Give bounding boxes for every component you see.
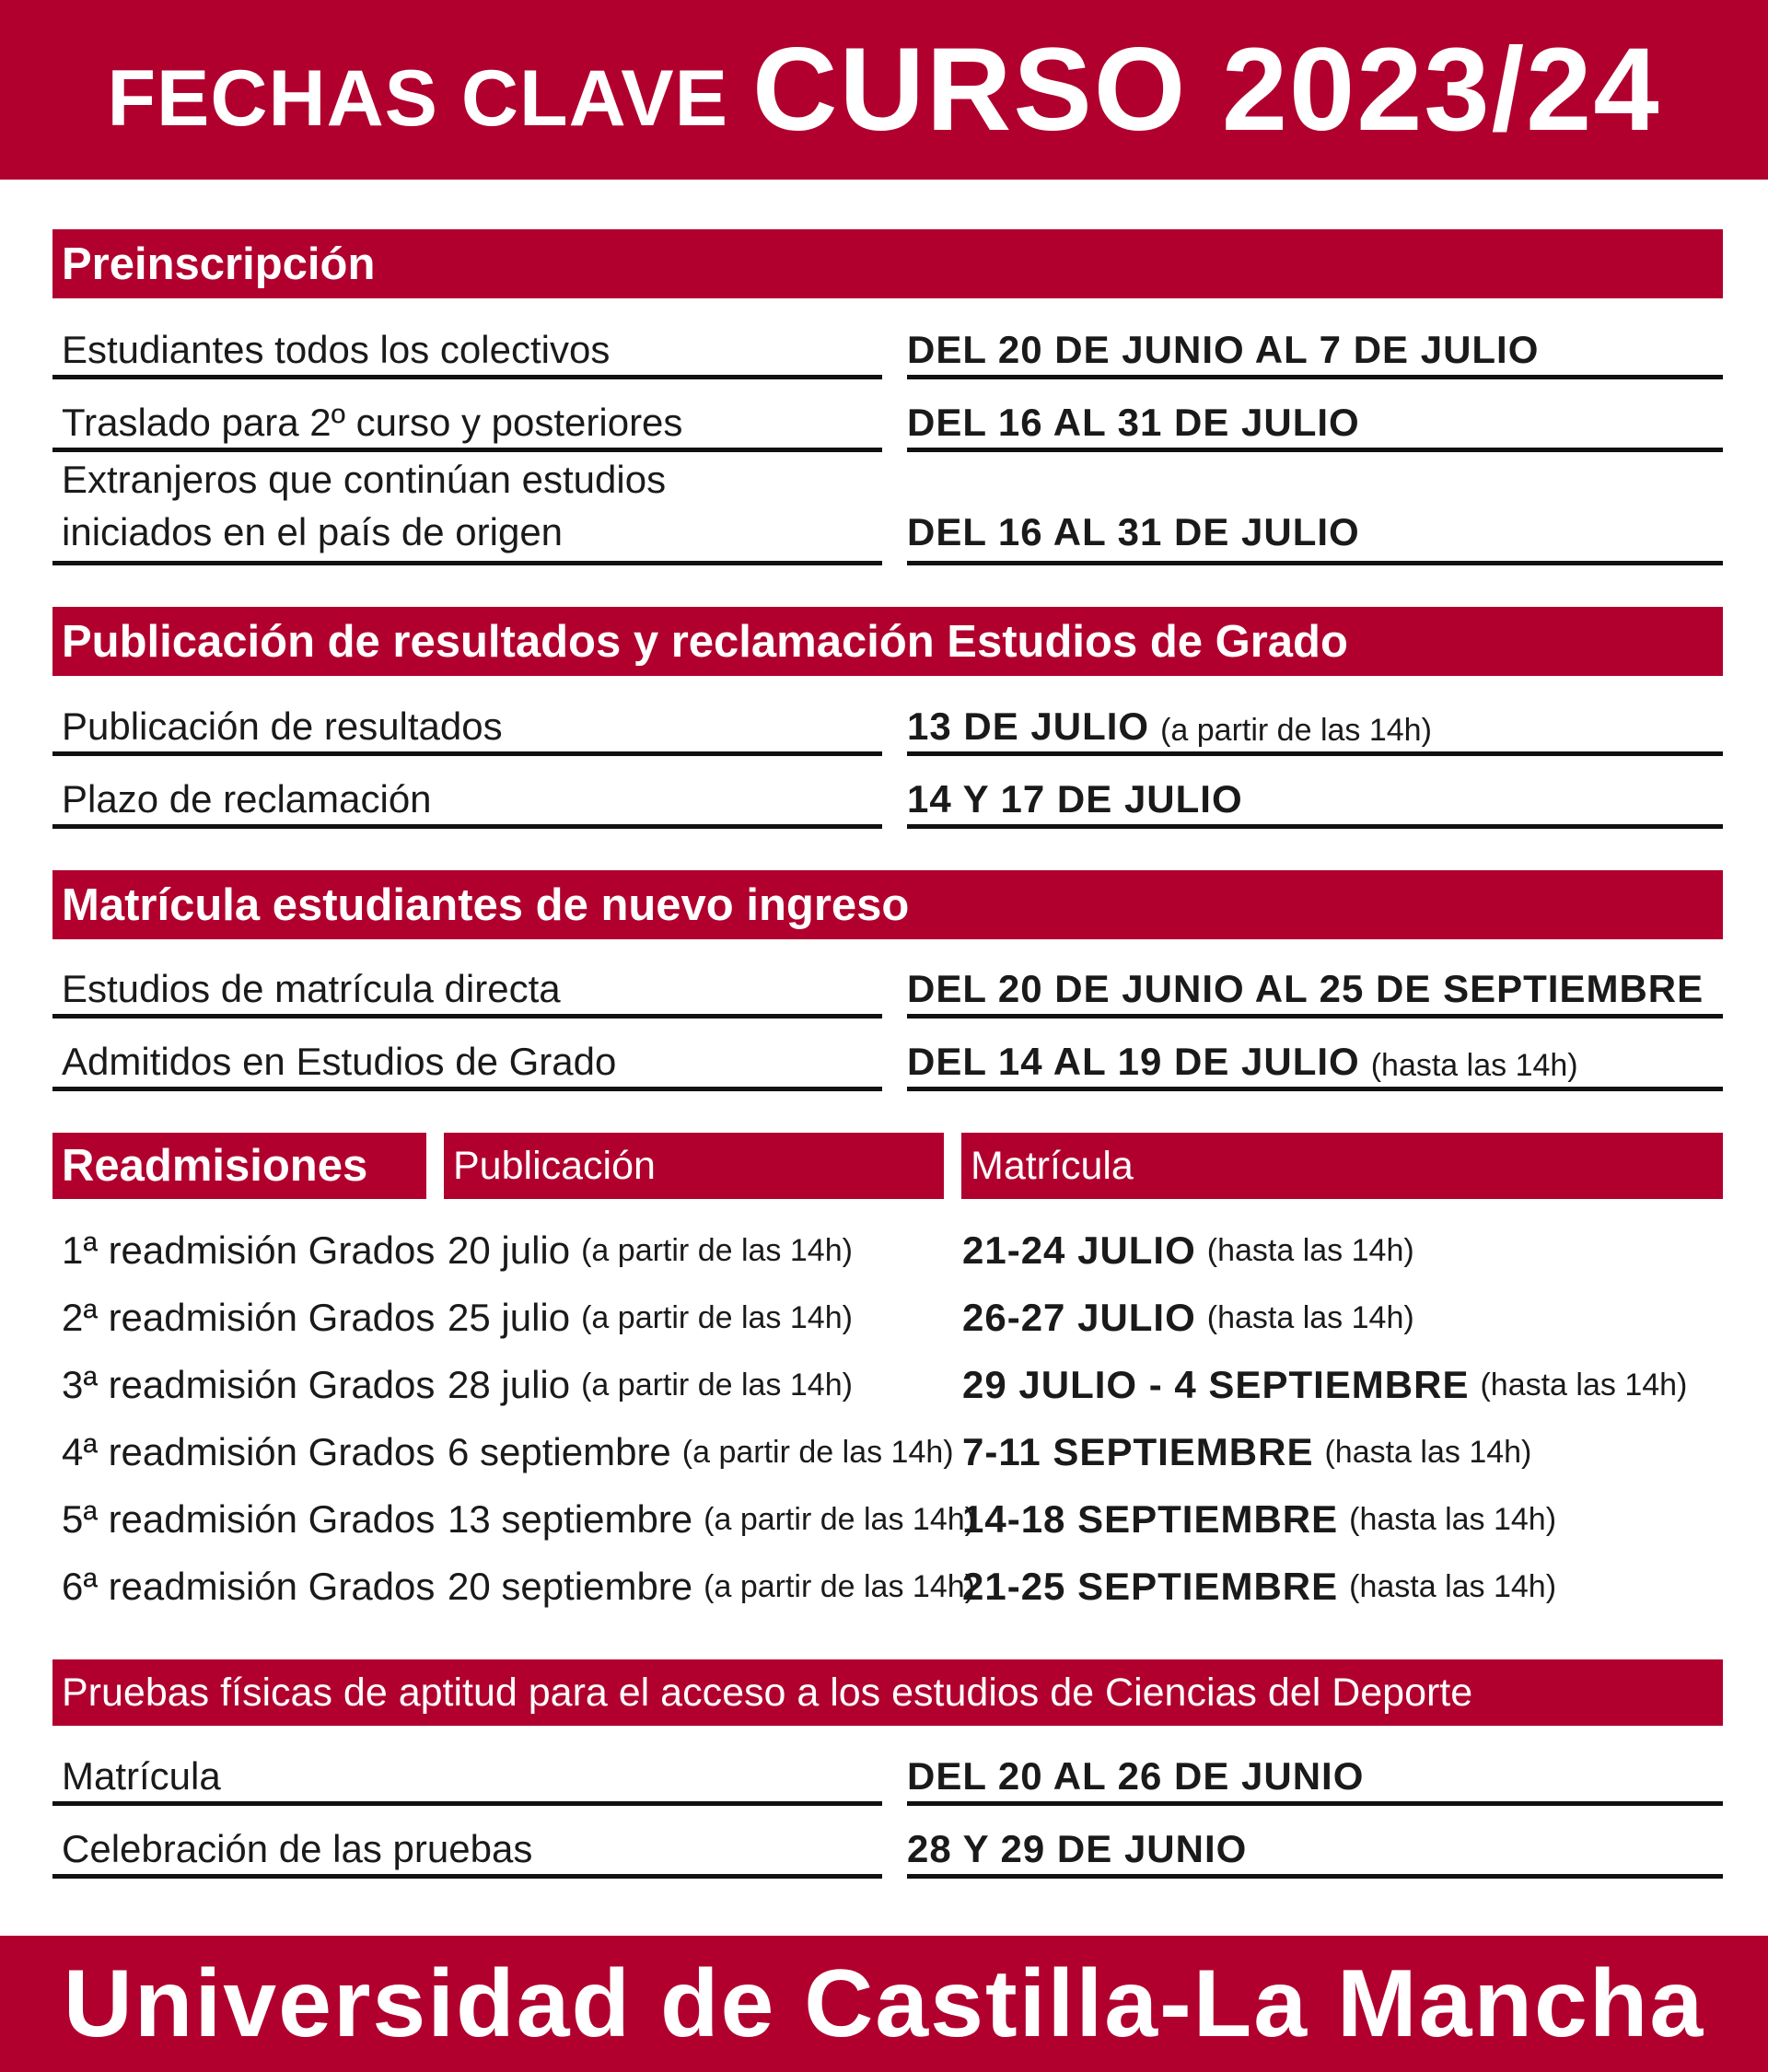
row-label-matricula-pruebas: Matrícula (52, 1734, 882, 1806)
readmission-name: 2ª readmisión Grados (62, 1296, 436, 1339)
row-label-plazo-reclamacion: Plazo de reclamación (52, 757, 882, 829)
row-date-matricula-directa: DEL 20 DE JUNIO AL 25 DE SEPTIEMBRE (907, 947, 1723, 1019)
row-date-estudiantes: DEL 20 DE JUNIO AL 7 DE JULIO (907, 308, 1723, 379)
readmission-enrollment: 26-27 JULIO (hasta las 14h) (962, 1296, 1414, 1339)
row-label-extranjeros: Extranjeros que continúan estudios iniciados en el país de origen (52, 444, 882, 565)
row-label-estudiantes: Estudiantes todos los colectivos (52, 308, 882, 379)
section-header-publicacion-resultados: Publicación de resultados y reclamación Estudios de Grado (52, 607, 1723, 676)
row-label-matricula-directa: Estudios de matrícula directa (52, 947, 882, 1019)
row-label-celebracion-pruebas: Celebración de las pruebas (52, 1807, 882, 1879)
section-header-matricula-nuevo-ingreso: Matrícula estudiantes de nuevo ingreso (52, 870, 1723, 939)
readmission-name: 3ª readmisión Grados (62, 1363, 436, 1406)
readmission-enrollment: 29 JULIO - 4 SEPTIEMBRE (hasta las 14h) (962, 1363, 1688, 1406)
readmission-enrollment: 21-24 JULIO (hasta las 14h) (962, 1228, 1414, 1272)
readmission-row (0, 1222, 1768, 1279)
row-date-celebracion-pruebas: 28 Y 29 DE JUNIO (907, 1807, 1723, 1879)
row-date-extranjeros: DEL 16 AL 31 DE JULIO (907, 444, 1723, 565)
readmission-name: 1ª readmisión Grados (62, 1228, 436, 1272)
section-header-preinscripcion: Preinscripción (52, 229, 1723, 298)
header-title: CURSO 2023/24 (752, 24, 1661, 156)
row-label-admitidos-grado: Admitidos en Estudios de Grado (52, 1019, 882, 1091)
readmission-row (0, 1491, 1768, 1548)
row-note: (hasta las 14h) (1370, 1048, 1578, 1083)
row-date-plazo-reclamacion: 14 Y 17 DE JULIO (907, 757, 1723, 829)
university-name: Universidad de Castilla-La Mancha (63, 1950, 1705, 2057)
readmissions-header: Readmisiones (52, 1133, 426, 1199)
enrollment-column-header: Matrícula (961, 1133, 1723, 1199)
readmission-name: 4ª readmisión Grados (62, 1430, 436, 1473)
readmission-row (0, 1558, 1768, 1615)
row-note: (a partir de las 14h) (1160, 713, 1432, 748)
row-date-matricula-pruebas: DEL 20 AL 26 DE JUNIO (907, 1734, 1723, 1806)
readmission-name: 5ª readmisión Grados (62, 1497, 436, 1541)
readmission-row (0, 1424, 1768, 1481)
header-prefix: FECHAS CLAVE (107, 54, 729, 143)
readmission-publication: 6 septiembre (a partir de las 14h) (448, 1430, 954, 1473)
readmission-enrollment: 21-25 SEPTIEMBRE (hasta las 14h) (962, 1565, 1557, 1608)
footer-banner (0, 1936, 1768, 2072)
readmission-row (0, 1289, 1768, 1346)
row-date-admitidos-grado: DEL 14 AL 19 DE JULIO (hasta las 14h) (907, 1019, 1723, 1091)
readmission-row (0, 1356, 1768, 1414)
readmission-publication: 25 julio (a partir de las 14h) (448, 1296, 853, 1339)
header-banner (0, 0, 1768, 180)
readmission-publication: 28 julio (a partir de las 14h) (448, 1363, 853, 1406)
section-header-pruebas-fisicas: Pruebas físicas de aptitud para el acceso a los estudios de Ciencias del Deporte (52, 1659, 1723, 1726)
row-date-publicacion-resultados: 13 DE JULIO (a partir de las 14h) (907, 684, 1723, 756)
readmission-name: 6ª readmisión Grados (62, 1565, 436, 1608)
readmission-publication: 20 julio (a partir de las 14h) (448, 1228, 853, 1272)
row-label-publicacion-resultados: Publicación de resultados (52, 684, 882, 756)
row-label-traslado: Traslado para 2º curso y posteriores (52, 380, 882, 452)
readmission-publication: 20 septiembre (a partir de las 14h) (448, 1565, 975, 1608)
publication-column-header: Publicación (444, 1133, 944, 1199)
readmission-publication: 13 septiembre (a partir de las 14h) (448, 1497, 975, 1541)
row-date-traslado: DEL 16 AL 31 DE JULIO (907, 380, 1723, 452)
readmission-enrollment: 7-11 SEPTIEMBRE (hasta las 14h) (962, 1430, 1532, 1473)
readmission-enrollment: 14-18 SEPTIEMBRE (hasta las 14h) (962, 1497, 1557, 1541)
